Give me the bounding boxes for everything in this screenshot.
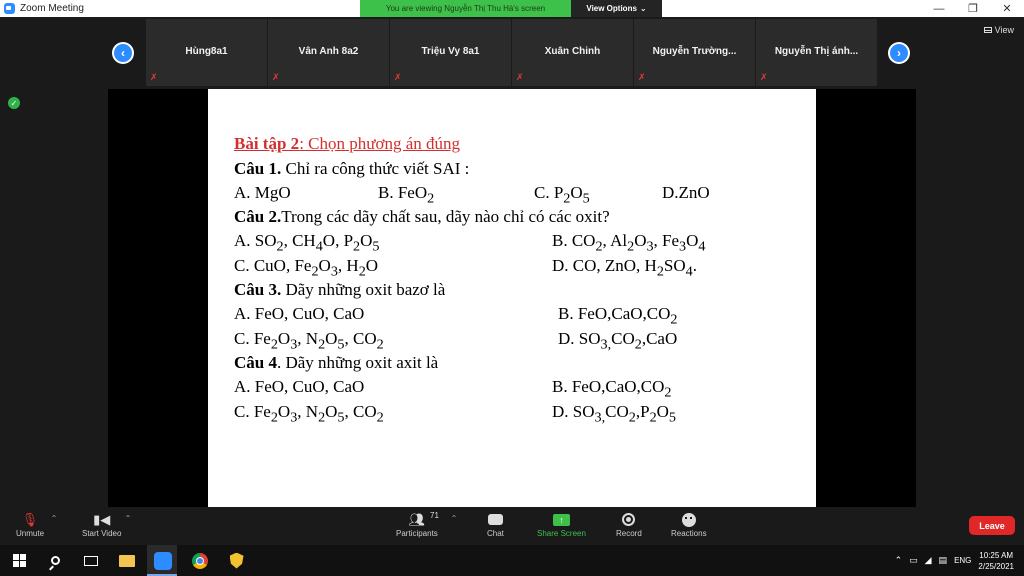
participants-icon: 👥︎ xyxy=(408,511,426,527)
unmute-button[interactable] xyxy=(16,510,44,538)
record-button[interactable] xyxy=(616,510,642,538)
start-video-label: Start Video xyxy=(82,529,122,538)
subscript: 5 xyxy=(582,190,590,207)
battery-icon[interactable]: ▭ xyxy=(909,555,918,565)
q2-option-a: A. $SO_2$, $CH_4O$, $P_2O_5$ xyxy=(234,231,380,255)
share-screen-label: Share Screen xyxy=(537,529,586,538)
task-view-button[interactable] xyxy=(81,551,100,570)
chevron-up-icon: ⌃ xyxy=(124,514,132,523)
language-indicator[interactable]: ENG xyxy=(954,556,972,565)
q4-option-a: A. FeO, CuO, CaO xyxy=(234,377,365,396)
reactions-label: Reactions xyxy=(671,529,707,538)
share-screen-button[interactable] xyxy=(537,510,586,538)
participant-tile[interactable] xyxy=(512,19,633,86)
chevron-right-icon: › xyxy=(890,44,908,62)
notification-icon[interactable]: ▤ xyxy=(938,555,948,565)
q4-option-b: B. $FeO,CaO,CO_2$ xyxy=(552,377,672,401)
record-icon-wrap xyxy=(622,510,635,529)
window-controls xyxy=(922,0,1024,17)
window-title: Zoom Meeting xyxy=(20,3,84,14)
start-button[interactable] xyxy=(10,551,29,570)
clock-date: 2/25/2021 xyxy=(978,561,1014,571)
view-button-label: View xyxy=(994,25,1014,35)
muted-mic-icon: ✗ xyxy=(150,72,158,82)
chat-icon-wrap xyxy=(488,510,503,529)
security-app-button[interactable] xyxy=(227,551,246,570)
chat-label: Chat xyxy=(487,529,504,538)
record-label: Record xyxy=(616,529,642,538)
exercise-label: Bài tập 2 xyxy=(234,134,300,153)
chevron-up-icon[interactable]: ⌃ xyxy=(894,555,903,565)
chat-icon xyxy=(488,514,503,525)
meeting-main-area xyxy=(0,17,1024,507)
participant-tile[interactable] xyxy=(634,19,755,86)
q2-option-c: C. CuO, $Fe_2O_3$, $H_2O$ xyxy=(234,256,379,280)
question-4 xyxy=(234,353,438,373)
close-button[interactable]: ✕ xyxy=(1002,3,1012,15)
leave-button[interactable]: Leave xyxy=(969,516,1015,535)
chevron-left-icon: ‹ xyxy=(114,44,132,62)
question-number: Câu 1. xyxy=(234,159,282,178)
chevron-up-icon: ⌃ xyxy=(450,514,458,523)
question-number: Câu 2. xyxy=(234,207,282,226)
participant-tile[interactable] xyxy=(268,19,389,86)
wifi-icon[interactable]: ◢ xyxy=(924,555,932,565)
unmute-label: Unmute xyxy=(16,529,45,538)
muted-mic-icon: ✗ xyxy=(272,72,280,82)
question-text: Dãy những oxit bazơ là xyxy=(281,280,446,299)
folder-icon xyxy=(119,555,135,567)
view-options-label: View Options xyxy=(586,4,637,13)
slide-title xyxy=(234,134,460,154)
option-text: O xyxy=(570,183,583,202)
q3-option-a: A. FeO, CuO, CaO xyxy=(234,304,365,323)
share-screen-icon: ↑ xyxy=(553,514,570,526)
question-text: Chỉ ra công thức viết SAI : xyxy=(281,159,470,178)
zoom-app-icon xyxy=(4,3,15,14)
share-icon-wrap xyxy=(553,510,570,529)
participant-gallery-strip xyxy=(146,19,877,86)
task-view-icon xyxy=(84,556,98,566)
exercise-instruction: : Chọn phương án đúng xyxy=(299,134,460,153)
option-text: C. P xyxy=(534,183,564,202)
q1-option-b xyxy=(378,183,434,207)
question-1 xyxy=(234,159,469,179)
gallery-grid-icon xyxy=(984,27,992,33)
viewing-banner-text: You are viewing Nguyễn Thị Thu Hà's screen xyxy=(360,0,571,17)
taskbar-search-button[interactable] xyxy=(46,551,65,570)
q3-option-b: B. $FeO,CaO,CO_2$ xyxy=(558,304,678,328)
q3-option-d: D. $SO_{3,}CO_2,CaO$ xyxy=(558,329,678,353)
view-button[interactable] xyxy=(984,25,1014,35)
view-options-button[interactable] xyxy=(571,0,662,17)
shield-icon xyxy=(230,553,244,569)
q3-option-c: C. $Fe_2O_3$, $N_2O_5$, $CO_2$ xyxy=(234,329,384,353)
participant-name: Xuân Chinh xyxy=(544,46,601,57)
meeting-toolbar xyxy=(0,507,1024,545)
q1-option-c xyxy=(534,183,590,207)
clock-time: 10:25 AM xyxy=(979,550,1014,560)
participant-count: 71 xyxy=(430,511,439,520)
question-number: Câu 3. xyxy=(234,280,282,299)
chrome-icon xyxy=(192,553,208,569)
gallery-next-button[interactable] xyxy=(888,42,910,64)
shared-slide xyxy=(208,89,816,507)
reactions-button[interactable] xyxy=(671,510,707,538)
q2-option-b: B. $CO_2$, $Al_2O_3$, $Fe_3O_4$ xyxy=(552,231,706,255)
restore-button[interactable]: ❐ xyxy=(968,3,978,15)
participant-name: Hùng8a1 xyxy=(185,46,228,57)
question-text: . Dãy những oxit axit là xyxy=(276,353,439,372)
muted-mic-icon: ✗ xyxy=(638,72,646,82)
encryption-shield-icon[interactable]: ✓ xyxy=(8,97,20,109)
question-3 xyxy=(234,280,445,300)
question-2 xyxy=(234,207,610,227)
q1-option-a: A. MgO xyxy=(234,183,291,202)
participant-name: Triệu Vy 8a1 xyxy=(421,46,480,57)
muted-mic-icon: ✗ xyxy=(760,72,768,82)
chevron-up-icon: ⌃ xyxy=(50,514,58,523)
participant-name: Vân Anh 8a2 xyxy=(298,46,359,57)
reactions-icon-wrap xyxy=(682,510,696,529)
question-number: Câu 4 xyxy=(234,353,277,372)
muted-mic-icon: ✗ xyxy=(394,72,402,82)
subscript: 2 xyxy=(563,190,571,207)
muted-mic-icon: ✗ xyxy=(516,72,524,82)
minimize-button[interactable]: — xyxy=(933,2,945,15)
participant-name: Nguyễn Trường... xyxy=(652,46,737,57)
question-text: Trong các dãy chất sau, dãy nào chỉ có các oxit? xyxy=(281,207,610,226)
file-explorer-button[interactable] xyxy=(117,551,136,570)
search-icon xyxy=(51,556,60,565)
zoom-taskbar-button[interactable] xyxy=(153,551,172,570)
zoom-icon xyxy=(154,552,172,570)
participants-label: Participants xyxy=(396,529,438,538)
video-off-icon: ▮◀ xyxy=(93,511,111,527)
participant-name: Nguyễn Thị ánh... xyxy=(774,46,859,57)
participant-tile[interactable] xyxy=(146,19,267,86)
screen-share-banner xyxy=(360,0,662,17)
q4-option-d: D. $SO_{3,}CO_2,P_2O_5$ xyxy=(552,402,676,426)
windows-logo-icon xyxy=(13,554,26,567)
chat-button[interactable] xyxy=(487,510,504,538)
chrome-taskbar-button[interactable] xyxy=(190,551,209,570)
q2-option-d: D. CO, ZnO, $H_2SO_4$. xyxy=(552,256,697,280)
start-video-button[interactable] xyxy=(82,510,121,538)
smiley-icon xyxy=(682,513,696,527)
participant-tile[interactable] xyxy=(756,19,877,86)
record-icon xyxy=(622,513,635,526)
system-tray xyxy=(895,545,1014,576)
participant-tile[interactable] xyxy=(390,19,511,86)
taskbar-clock[interactable] xyxy=(978,550,1014,572)
gallery-prev-button[interactable] xyxy=(112,42,134,64)
muted-microphone-icon: 🎙︎ xyxy=(21,511,39,527)
option-text: B. FeO xyxy=(378,183,428,202)
subscript: 2 xyxy=(427,190,435,207)
windows-taskbar xyxy=(0,545,1024,576)
chevron-down-icon: ⌄ xyxy=(639,4,647,13)
q4-option-c: C. $Fe_2O_3$, $N_2O_5$, $CO_2$ xyxy=(234,402,384,426)
q1-option-d: D.ZnO xyxy=(662,183,710,202)
